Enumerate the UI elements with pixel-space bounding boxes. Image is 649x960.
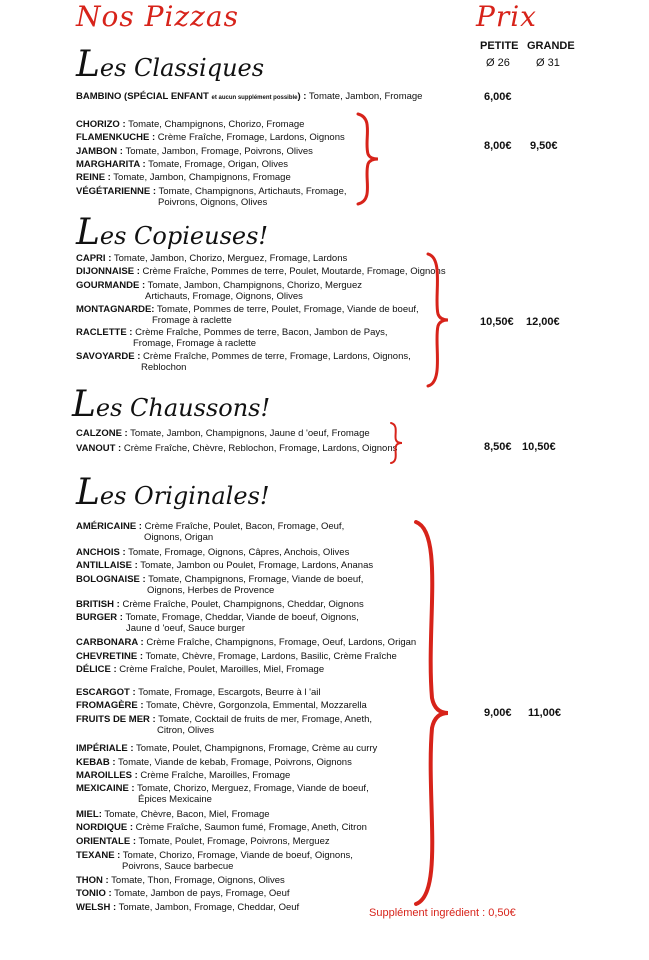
item-description: Tomate, Thon, Fromage, Oignons, Olives — [108, 875, 285, 886]
menu-item — [76, 327, 388, 349]
item-name: DIJONNAISE : — [76, 266, 140, 277]
menu-item — [76, 159, 288, 170]
item-description: Crème Fraîche, Saumon fumé, Fromage, Aneth, Citron — [133, 822, 367, 833]
menu-item — [76, 902, 299, 913]
menu-item — [76, 547, 349, 558]
item-description: Tomate, Fromage, Escargots, Beurre à l 'ail — [135, 687, 321, 698]
menu-item — [76, 574, 363, 596]
item-name: MONTAGNARDE: — [76, 304, 155, 315]
item-name: VANOUT : — [76, 443, 122, 454]
item-name: MEXICAINE : — [76, 783, 135, 794]
section-heading-classiques: Les Classiques — [76, 44, 265, 85]
item-description: Crème Fraîche, Champignons, Fromage, Oeuf, Lardons, Origan — [143, 637, 417, 648]
item-name: RACLETTE : — [76, 327, 133, 338]
item-name: FROMAGÈRE : — [76, 700, 144, 711]
item-name: MAROILLES : — [76, 770, 138, 781]
item-description: Crème Fraîche, Poulet, Maroilles, Miel, Fromage — [116, 664, 325, 675]
item-description: Tomate, Chorizo, Merguez, Fromage, Viande de boeuf, — [134, 783, 369, 794]
menu-item — [76, 836, 330, 847]
item-description: Tomate, Chèvre, Bacon, Miel, Fromage — [101, 809, 270, 820]
section-heading-copieuses: Les Copieuses! — [76, 212, 269, 253]
price-bambino: 6,00€ — [484, 91, 512, 103]
item-note: et aucun supplément possible — [211, 95, 298, 101]
menu-item — [76, 186, 347, 208]
menu-item — [76, 351, 411, 373]
item-description-continued: Poivrons, Sauce barbecue — [122, 861, 234, 872]
menu-item — [76, 875, 285, 886]
item-name: DÉLICE : — [76, 664, 117, 675]
item-name: FRUITS DE MER : — [76, 714, 156, 725]
price-large-copieuses: 12,00€ — [526, 316, 560, 328]
item-description: Tomate, Champignons, Fromage, Viande de boeuf, — [145, 574, 364, 585]
item-name: WELSH : — [76, 902, 117, 913]
menu-item — [76, 428, 370, 439]
menu-item — [76, 119, 304, 130]
diameter-small: Ø 26 — [486, 57, 510, 69]
item-description: Tomate, Jambon, Champignons, Fromage — [110, 172, 291, 183]
item-description: Tomate, Chorizo, Fromage, Viande de boeuf, Oignons, — [120, 850, 353, 861]
menu-item — [76, 783, 369, 805]
item-name: JAMBON : — [76, 146, 123, 157]
supplement-note: Supplément ingrédient : 0,50€ — [369, 907, 516, 919]
menu-item — [76, 770, 290, 781]
item-description-continued: Citron, Olives — [157, 725, 215, 736]
item-description-continued: Jaune d 'oeuf, Sauce burger — [126, 623, 246, 634]
item-name: GOURMANDE : — [76, 280, 146, 291]
price-small-chaussons: 8,50€ — [484, 441, 512, 453]
menu-item — [76, 560, 373, 571]
item-description: Tomate, Jambon, Chorizo, Merguez, Fromage, Lardons — [111, 253, 348, 264]
item-description: Tomate, Fromage, Oignons, Câpres, Anchois, Olives — [125, 547, 350, 558]
page-title: Nos Pizzas — [76, 0, 239, 33]
item-name: REINE : — [76, 172, 111, 183]
item-description: Tomate, Jambon, Champignons, Jaune d 'oeuf, Fromage — [127, 428, 370, 439]
item-name: ESCARGOT : — [76, 687, 136, 698]
item-description: Crème Fraîche, Poulet, Bacon, Fromage, Oeuf, — [141, 521, 345, 532]
price-large-originales: 11,00€ — [528, 707, 562, 719]
menu-item — [76, 253, 347, 264]
menu-item — [76, 850, 353, 872]
item-description: Crème Fraîche, Fromage, Lardons, Oignons — [155, 132, 345, 143]
item-description: Tomate, Jambon, Fromage, Poivrons, Olives — [122, 146, 313, 157]
menu-item — [76, 172, 291, 183]
item-description: Crème Fraîche, Pommes de terre, Poulet, Moutarde, Fromage, Oignons — [139, 266, 446, 277]
item-description: Tomate, Jambon, Champignons, Chorizo, Merguez — [145, 280, 362, 291]
item-name: MARGHARITA : — [76, 159, 146, 170]
item-description-continued: Épices Mexicaine — [138, 794, 212, 805]
item-name: THON : — [76, 875, 109, 886]
brace-copieuses-icon — [424, 250, 450, 390]
menu-item — [76, 146, 313, 157]
column-large-label: GRANDE — [527, 40, 575, 52]
menu-item — [76, 664, 324, 675]
menu-item — [76, 637, 416, 648]
menu-item — [76, 714, 372, 736]
column-small-label: PETITE — [480, 40, 519, 52]
item-description: Crème Fraîche, Maroilles, Fromage — [137, 770, 291, 781]
menu-item — [76, 822, 367, 833]
item-description: Tomate, Jambon de pays, Fromage, Oeuf — [111, 888, 290, 899]
item-name: MIEL: — [76, 809, 102, 820]
menu-item — [76, 521, 344, 543]
price-small-originales: 9,00€ — [484, 707, 512, 719]
item-name: FLAMENKUCHE : — [76, 132, 156, 143]
item-description: Tomate, Cocktail de fruits de mer, Fromage, Aneth, — [155, 714, 373, 725]
price-small-copieuses: 10,50€ — [480, 316, 514, 328]
section-heading-chaussons: Les Chaussons! — [72, 384, 271, 425]
item-name: AMÉRICAINE : — [76, 521, 142, 532]
price-large-classiques: 9,50€ — [530, 140, 558, 152]
item-description: Tomate, Fromage, Origan, Olives — [145, 159, 289, 170]
item-description: Tomate, Jambon ou Poulet, Fromage, Lardons, Ananas — [137, 560, 374, 571]
item-description: Tomate, Fromage, Cheddar, Viande de boeuf, Oignons, — [122, 612, 359, 623]
item-name: CARBONARA : — [76, 637, 144, 648]
brace-originales-icon — [410, 518, 450, 908]
menu-item — [76, 266, 446, 277]
item-description: Tomate, Chèvre, Gorgonzola, Emmental, Mozzarella — [143, 700, 367, 711]
menu-item — [76, 687, 321, 698]
item-description-continued: Fromage, Fromage à raclette — [133, 338, 257, 349]
item-description-continued: Fromage à raclette — [152, 315, 232, 326]
brace-classiques-icon — [354, 110, 380, 208]
item-name: CHORIZO : — [76, 119, 126, 130]
price-title: Prix — [476, 0, 537, 33]
item-name: SAVOYARDE : — [76, 351, 141, 362]
item-name: IMPÉRIALE : — [76, 743, 134, 754]
item-name: BAMBINO (SPÉCIAL ENFANT — [76, 91, 209, 102]
menu-item — [76, 888, 290, 899]
item-name: ANCHOIS : — [76, 547, 126, 558]
item-name: TONIO : — [76, 888, 112, 899]
item-name: TEXANE : — [76, 850, 121, 861]
item-description: Crème Fraîche, Chèvre, Reblochon, Fromage, Lardons, Oignons — [121, 443, 398, 454]
item-name: ANTILLAISE : — [76, 560, 138, 571]
item-description: Tomate, Chèvre, Fromage, Lardons, Basilic, Crème Fraîche — [143, 651, 397, 662]
menu-item — [76, 757, 352, 768]
item-name: KEBAB : — [76, 757, 116, 768]
item-name: BRITISH : — [76, 599, 120, 610]
item-description: Tomate, Poulet, Champignons, Fromage, Crème au curry — [133, 743, 378, 754]
brace-chaussons-icon — [388, 420, 404, 466]
menu-item — [76, 599, 364, 610]
diameter-large: Ø 31 — [536, 57, 560, 69]
menu-item — [76, 443, 397, 454]
item-name: BOLOGNAISE : — [76, 574, 146, 585]
price-large-chaussons: 10,50€ — [522, 441, 556, 453]
section-heading-originales: Les Originales! — [76, 472, 270, 513]
item-description-continued: Poivrons, Oignons, Olives — [158, 197, 268, 208]
item-description: Tomate, Poulet, Fromage, Poivrons, Merguez — [136, 836, 330, 847]
item-name: VÉGÉTARIENNE : — [76, 186, 157, 197]
item-description-continued: Reblochon — [141, 362, 187, 373]
item-description-continued: Oignons, Herbes de Provence — [147, 585, 275, 596]
item-description: Tomate, Viande de kebab, Fromage, Poivrons, Oignons — [115, 757, 352, 768]
item-name: CAPRI : — [76, 253, 112, 264]
item-name: NORDIQUE : — [76, 822, 133, 833]
item-description: Tomate, Champignons, Chorizo, Fromage — [125, 119, 305, 130]
item-description: Tomate, Pommes de terre, Poulet, Fromage, Viande de boeuf, — [154, 304, 419, 315]
item-description: Crème Fraîche, Pommes de terre, Bacon, Jambon de Pays, — [132, 327, 388, 338]
menu-item — [76, 612, 359, 634]
menu-item — [76, 700, 367, 711]
menu-item — [76, 809, 270, 820]
item-name: BURGER : — [76, 612, 123, 623]
menu-item-bambino — [76, 91, 422, 104]
item-name: ORIENTALE : — [76, 836, 136, 847]
item-description: Crème Fraîche, Poulet, Champignons, Cheddar, Oignons — [119, 599, 364, 610]
item-description-continued: Artichauts, Fromage, Oignons, Olives — [145, 291, 303, 302]
item-description: Tomate, Jambon, Fromage, Cheddar, Oeuf — [116, 902, 300, 913]
item-name: CHEVRETINE : — [76, 651, 144, 662]
item-description: Tomate, Champignons, Artichauts, Fromage, — [156, 186, 347, 197]
menu-item — [76, 651, 397, 662]
item-description-continued: Oignons, Origan — [144, 532, 214, 543]
menu-item — [76, 743, 377, 754]
menu-item — [76, 280, 362, 302]
item-close: ) : — [297, 91, 307, 102]
price-small-classiques: 8,00€ — [484, 140, 512, 152]
item-description: Tomate, Jambon, Fromage — [306, 91, 423, 102]
menu-item — [76, 304, 419, 326]
item-name: CALZONE : — [76, 428, 128, 439]
item-description: Crème Fraîche, Pommes de terre, Fromage, Lardons, Oignons, — [140, 351, 411, 362]
menu-item — [76, 132, 345, 143]
